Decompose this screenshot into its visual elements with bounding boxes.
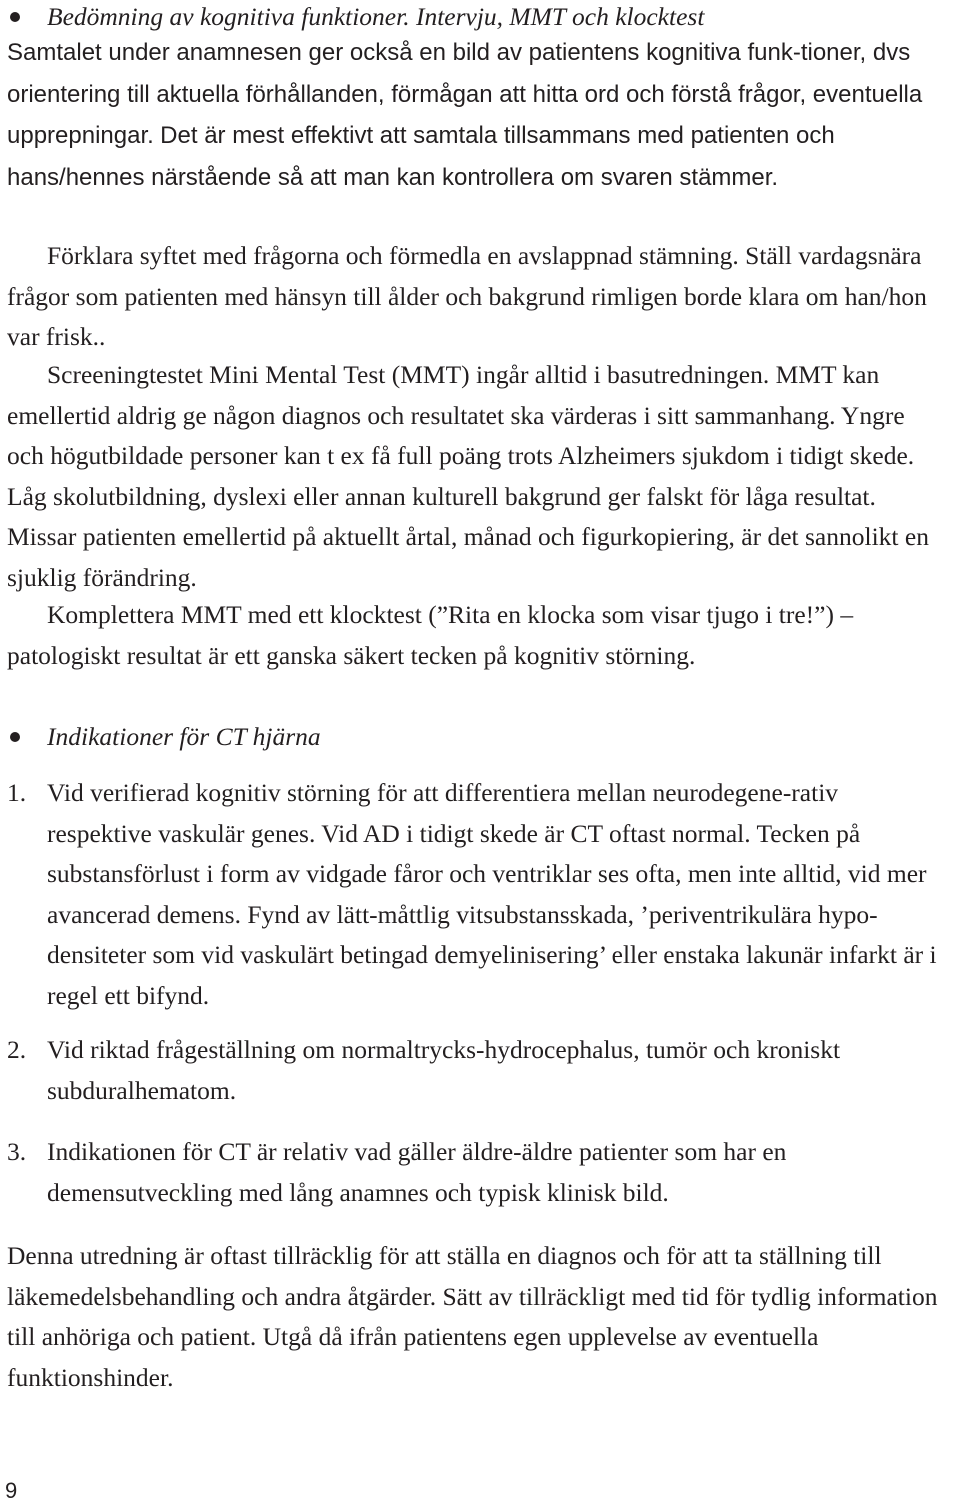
paragraph-intro-sans-2: Det är mest effektivt att samtala tillsammans med patienten och hans/hennes närstående så att man kan kontrollera om svaren stämmer. <box>7 122 835 191</box>
paragraph-mmt: Screeningtestet Mini Mental Test (MMT) ingår alltid i basutredningen. MMT kan emellertid aldrig ge någon diagnos och resultatet ska värderas i sitt sammanhang. Yngre och högutbildade personer kan t ex få full poäng trots Alzheimers sjukdom i tidigt skede. Låg skolutbildning, dyslexi eller annan kulturell bakgrund ger falskt för låga resultat. Missar patienten emellertid på aktuellt årtal, månad och figurkopiering, är det sannolikt en sjuklig förändring. <box>7 360 929 592</box>
list-number: 1. <box>7 778 27 807</box>
list-item <box>7 1030 947 1111</box>
bullet-icon <box>10 732 20 742</box>
list-number: 3. <box>7 1137 27 1166</box>
page-number: 9 <box>5 1478 18 1503</box>
list-item <box>7 1132 947 1213</box>
list-number: 2. <box>7 1035 27 1064</box>
paragraph-closing: Denna utredning är oftast tillräcklig för att ställa en diagnos och för att ta ställning till läkemedelsbehandling och andra åtgärder. Sätt av tillräckligt med tid för tydlig information till anhöriga och patient. Utgå då ifrån patientens egen upplevelse av eventuella funktionshinder. <box>7 1241 938 1392</box>
paragraph-intro-sans: Samtalet under anamnesen ger också en bild av patientens kognitiva funk-tioner, dvs orientering till aktuella förhållanden, förmågan att hitta ord och förstå frågor, eventuella upprepningar. <box>7 39 923 149</box>
section-heading-ct <box>7 722 321 752</box>
heading-text: Bedömning av kognitiva funktioner. Intervju, MMT och klocktest <box>47 2 705 31</box>
list-text: Indikationen för CT är relativ vad gäller äldre-äldre patienter som har en demensutveckling med lång anamnes och typisk klinisk bild. <box>47 1137 787 1207</box>
list-text: Vid riktad frågeställning om normaltrycks-hydrocephalus, tumör och kroniskt subduralhematom. <box>47 1035 841 1105</box>
list-text: Vid verifierad kognitiv störning för att differentiera mellan neurodegene-rativ respektive vaskulär genes. Vid AD i tidigt skede är CT oftast normal. Tecken på substansförlust i form av vidgade fåror och ventriklar ses ofta, men inte alltid, vid mer avancerad demens. Fynd av lätt-måttlig vitsubstansskada, ’periventrikulära hypo-densiteter som vid vaskulärt betingad demyelinisering’ eller enstaka lakunär infarkt är i regel ett bifynd. <box>47 778 937 1010</box>
section-heading-cognitive <box>7 2 704 32</box>
paragraph-clocktest: Komplettera MMT med ett klocktest (”Rita en klocka som visar tjugo i tre!”) – patologiskt resultat är ett ganska säkert tecken på kognitiv störning. <box>7 600 854 670</box>
paragraph-intro <box>7 32 947 198</box>
list-item <box>7 773 947 1016</box>
bullet-icon <box>10 12 20 22</box>
heading-text: Indikationer för CT hjärna <box>47 722 321 751</box>
paragraph-explain: Förklara syftet med frågorna och förmedla en avslappnad stämning. Ställ vardagsnära frågor som patienten med hänsyn till ålder och bakgrund rimligen borde klara om han/hon var frisk.. <box>7 241 927 351</box>
